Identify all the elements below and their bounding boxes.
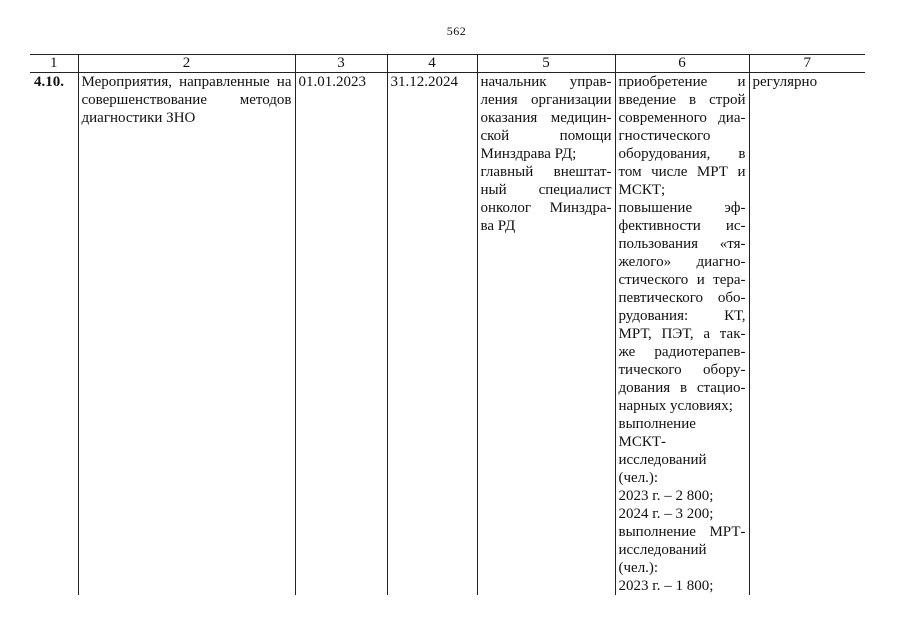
responsible-line: начальник управ- [480, 74, 612, 90]
result-line: (чел.): [618, 470, 659, 486]
responsible-line: ва РД [480, 218, 516, 234]
responsible-line: Минздрава РД; [480, 146, 577, 162]
header-row [30, 55, 865, 73]
responsible-line: ный специалист [480, 182, 612, 198]
activity-cell [78, 73, 295, 596]
responsible-line: главный внештат- [480, 164, 612, 180]
activity-line: Мероприятия, направленные на [81, 74, 292, 90]
responsible-line: ской помощи [480, 128, 612, 144]
result-line: рудования: КТ, [618, 308, 746, 324]
col-header-1: 1 [30, 55, 78, 73]
row-number: 4.10. [34, 74, 64, 90]
result-line: певтического обо- [618, 290, 746, 306]
result-line: же радиотерапев- [618, 344, 746, 360]
result-line: выполнение МРТ- [618, 524, 746, 540]
result-line: нарных условиях; [618, 398, 733, 414]
result-line: том числе МРТ и [618, 164, 746, 180]
result-line: выполнение [618, 416, 696, 432]
result-line: исследований [618, 542, 707, 558]
measures-table [30, 54, 865, 595]
col-header-4: 4 [387, 55, 477, 73]
result-line: 2024 г. – 3 200; [618, 506, 714, 522]
end-date: 31.12.2024 [387, 73, 477, 596]
result-line: современного диа- [618, 110, 746, 126]
activity-line: диагностики ЗНО [81, 110, 196, 126]
col-header-3: 3 [295, 55, 387, 73]
result-line: оборудования, в [618, 146, 746, 162]
result-line: дования в стацио- [618, 380, 746, 396]
col-header-5: 5 [477, 55, 615, 73]
col-header-2: 2 [78, 55, 295, 73]
col-header-7: 7 [749, 55, 865, 73]
result-line: исследований [618, 452, 707, 468]
page-number: 562 [446, 24, 467, 38]
result-line: повышение эф- [618, 200, 746, 216]
result-cell [615, 73, 749, 596]
responsible-line: оказания медицин- [480, 110, 612, 126]
result-line: 2023 г. – 2 800; [618, 488, 714, 504]
result-line: МСКТ; [618, 182, 666, 198]
result-line: МРТ, ПЭТ, а так- [618, 326, 746, 342]
frequency-cell: регулярно [749, 73, 865, 596]
result-line: пользования «тя- [618, 236, 746, 252]
result-line: 2023 г. – 1 800; [618, 578, 714, 594]
result-line: приобретение и [618, 74, 746, 90]
result-line: (чел.): [618, 560, 659, 576]
result-line: введение в строй [618, 92, 746, 108]
table-row [30, 73, 865, 596]
col-header-6: 6 [615, 55, 749, 73]
start-date: 01.01.2023 [295, 73, 387, 596]
result-line: желого» диагно- [618, 254, 746, 270]
responsible-line: онколог Минздра- [480, 200, 612, 216]
result-line: МСКТ- [618, 434, 667, 450]
responsible-cell [477, 73, 615, 596]
result-line: гностического [618, 128, 711, 144]
result-line: тического обору- [618, 362, 746, 378]
responsible-line: ления организации [480, 92, 612, 108]
activity-line: совершенствование методов [81, 92, 292, 108]
result-line: стического и тера- [618, 272, 746, 288]
result-line: фективности ис- [618, 218, 746, 234]
